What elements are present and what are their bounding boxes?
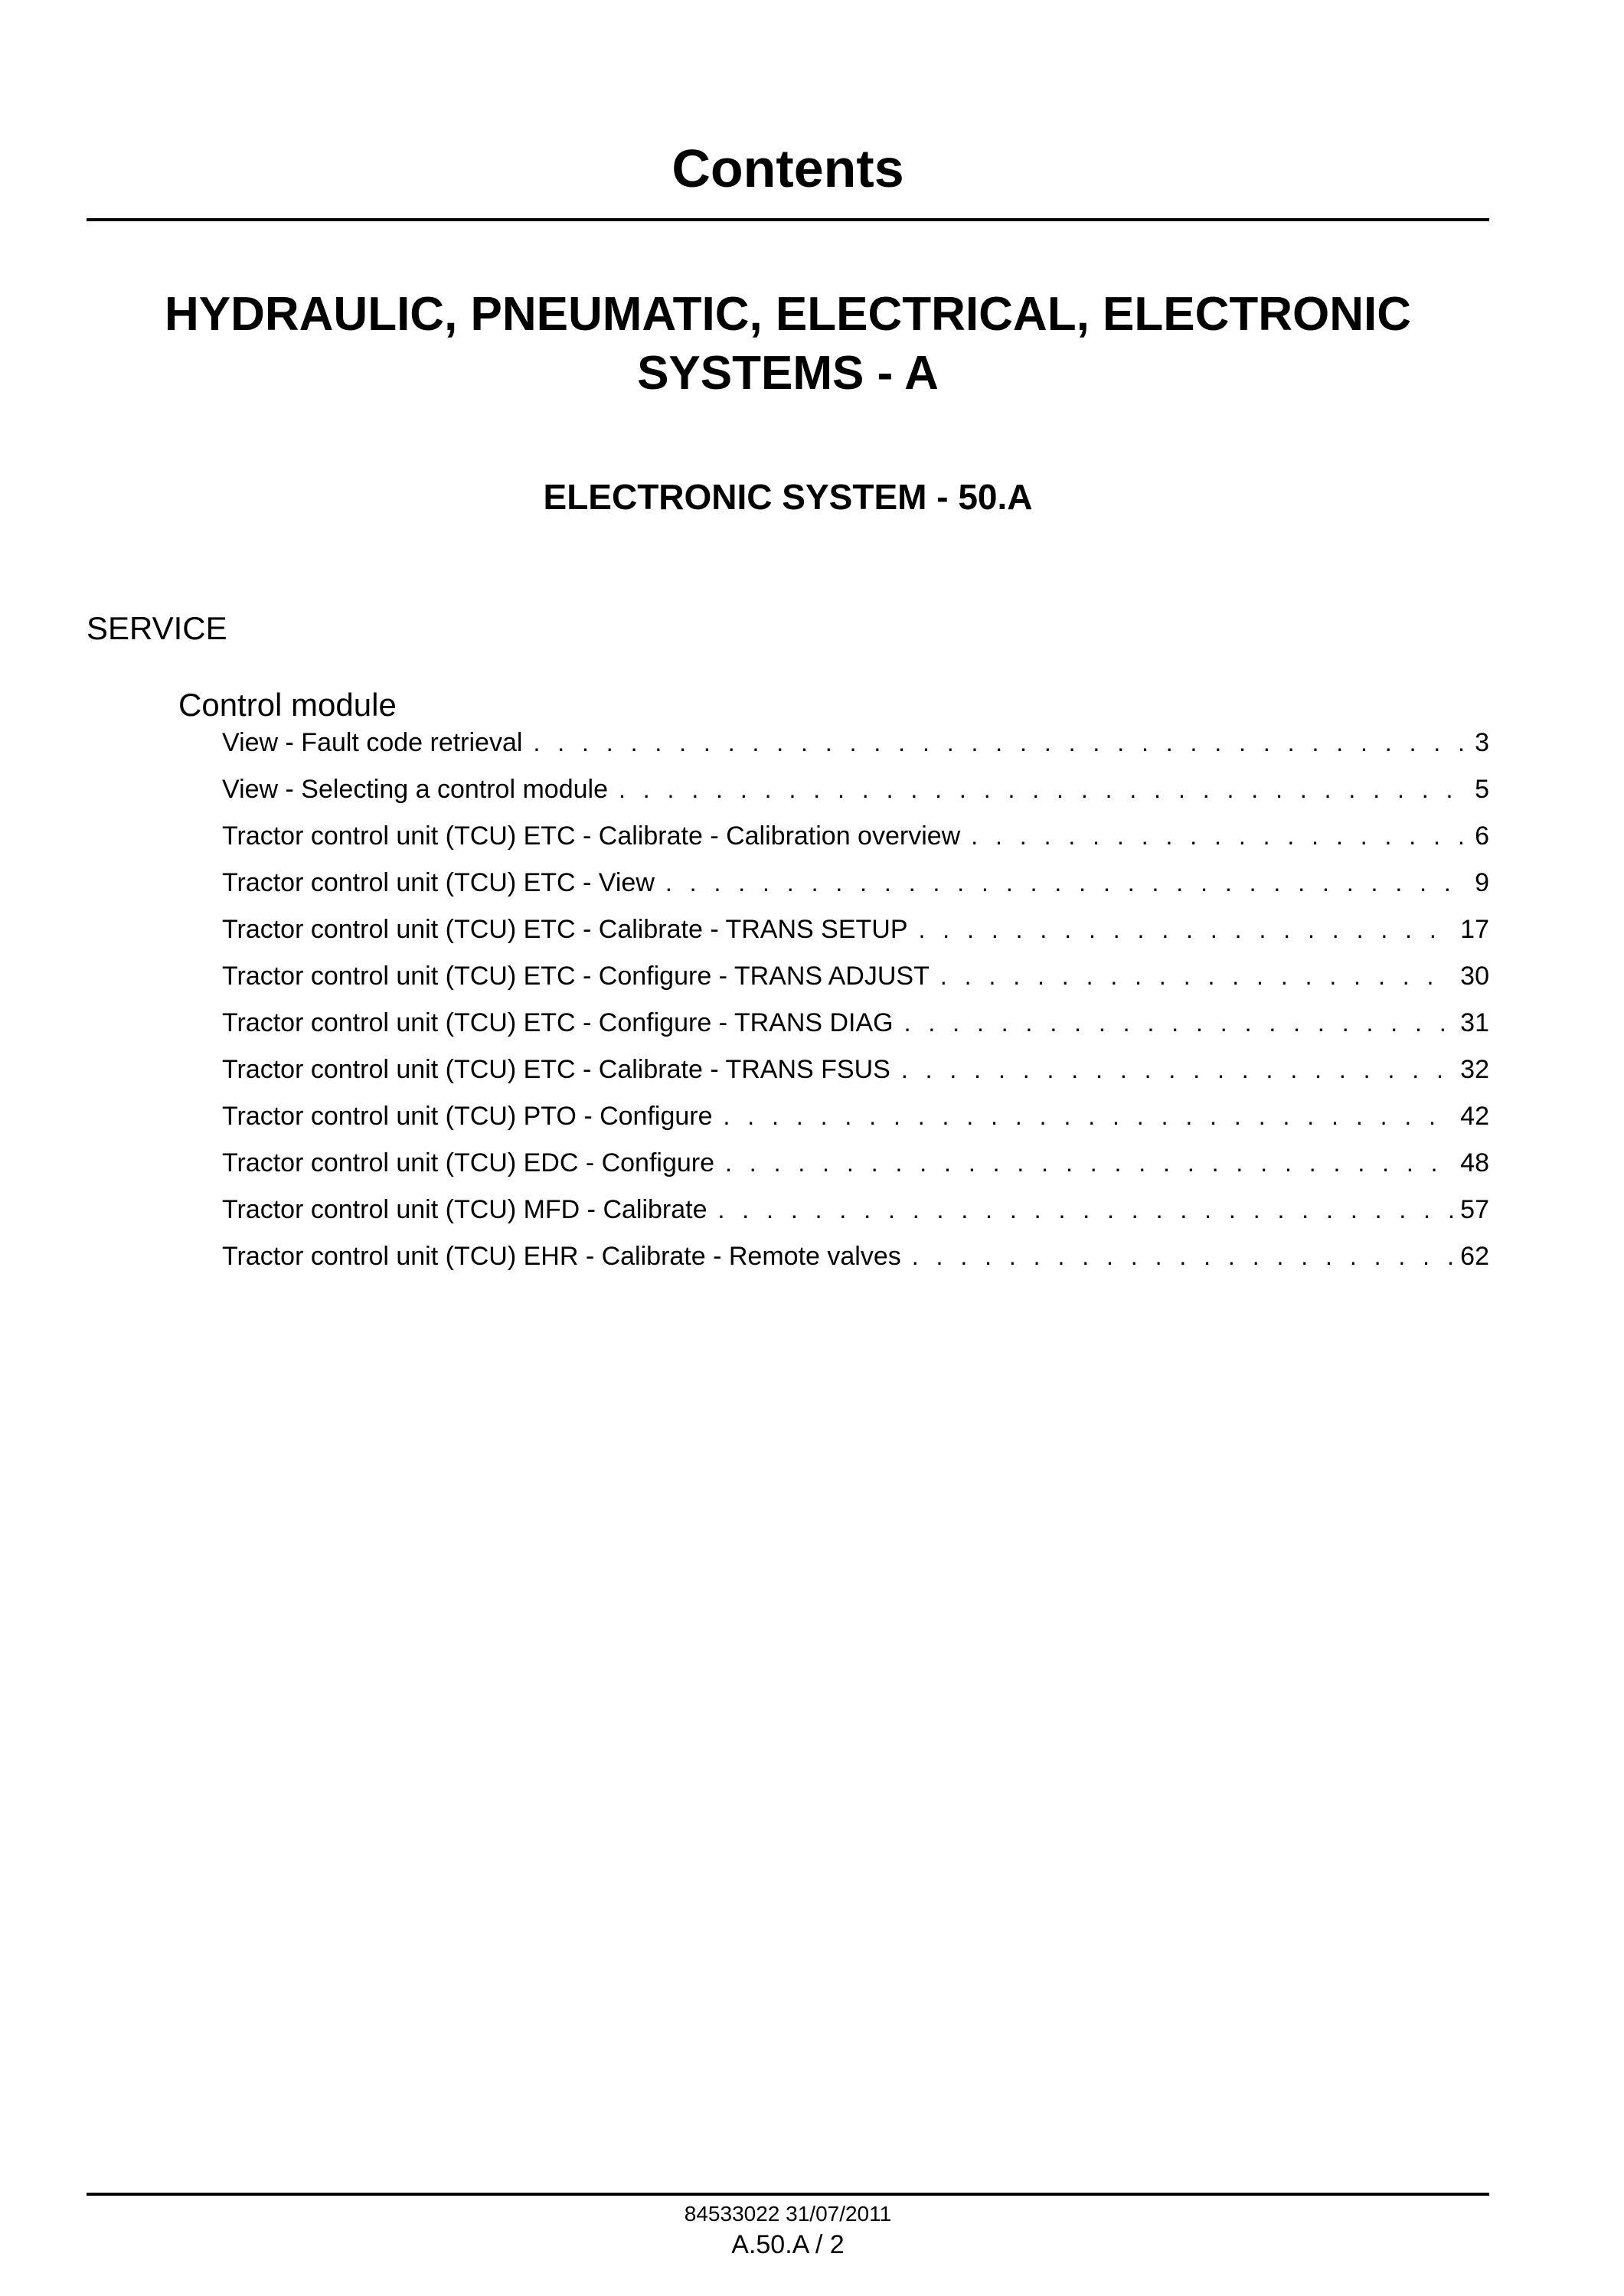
toc-entry-page: 5 — [1475, 775, 1489, 804]
toc-entry-label: Tractor control unit (TCU) ETC - Configure - TRANS DIAG — [222, 1008, 894, 1037]
toc-entry-page: 17 — [1460, 915, 1489, 944]
toc-entry-page: 48 — [1460, 1148, 1489, 1177]
footer-page-reference: A.50.A / 2 — [731, 2230, 845, 2259]
footer-document-reference: 84533022 31/07/2011 — [684, 2202, 892, 2226]
toc-entry-label: View - Fault code retrieval — [222, 728, 523, 757]
page-title: Contents — [671, 139, 904, 198]
toc-leader-dots — [725, 1140, 1452, 1187]
chapter-heading-line-1: HYDRAULIC, PNEUMATIC, ELECTRICAL, ELECTRONIC — [164, 288, 1412, 341]
toc-leader-dots — [724, 1093, 1453, 1140]
toc-entry[interactable] — [222, 1140, 1489, 1187]
toc-entry[interactable] — [222, 860, 1489, 906]
toc-entry-label: Tractor control unit (TCU) ETC - View — [222, 868, 655, 897]
header-rule — [87, 218, 1489, 221]
group-heading: Control module — [178, 687, 397, 723]
toc-leader-dots — [904, 1000, 1453, 1047]
toc-leader-dots — [901, 1047, 1452, 1093]
toc-entry-page: 57 — [1460, 1195, 1489, 1224]
toc-leader-dots — [533, 720, 1467, 766]
toc-entry[interactable] — [222, 720, 1489, 766]
toc-entry-page: 32 — [1460, 1055, 1489, 1084]
toc-entry-page: 31 — [1460, 1008, 1489, 1037]
toc-leader-dots — [940, 953, 1452, 1000]
toc-entry[interactable] — [222, 906, 1489, 953]
toc-entry-label: Tractor control unit (TCU) MFD - Calibrate — [222, 1195, 707, 1224]
toc-entry-label: Tractor control unit (TCU) ETC - Calibrate - Calibration overview — [222, 821, 961, 851]
toc-entry-label: View - Selecting a control module — [222, 775, 608, 804]
chapter-heading-line-2: SYSTEMS - A — [637, 347, 939, 400]
toc-entry-label: Tractor control unit (TCU) ETC - Configure - TRANS ADJUST — [222, 962, 930, 991]
toc-entry-page: 62 — [1460, 1242, 1489, 1271]
toc-entry[interactable] — [222, 1000, 1489, 1047]
service-subheading: SERVICE — [87, 610, 227, 646]
toc-entry-label: Tractor control unit (TCU) EDC - Configure — [222, 1148, 715, 1177]
toc-entry[interactable] — [222, 1047, 1489, 1093]
toc-entry[interactable] — [222, 1093, 1489, 1140]
chapter-heading — [87, 285, 1489, 403]
toc-entry[interactable] — [222, 813, 1489, 860]
toc-entry-label: Tractor control unit (TCU) EHR - Calibrate - Remote valves — [222, 1242, 901, 1271]
toc-entry[interactable] — [222, 1233, 1489, 1280]
footer-rule — [87, 2193, 1489, 2196]
toc-entry-label: Tractor control unit (TCU) PTO - Configure — [222, 1102, 713, 1131]
toc-entry[interactable] — [222, 1187, 1489, 1233]
section-heading: ELECTRONIC SYSTEM - 50.A — [543, 477, 1033, 517]
toc-leader-dots — [912, 1233, 1452, 1280]
toc-leader-dots — [665, 860, 1467, 906]
toc-leader-dots — [919, 906, 1453, 953]
toc-leader-dots — [718, 1187, 1453, 1233]
toc-leader-dots — [619, 766, 1467, 813]
toc-entry-page: 9 — [1475, 868, 1489, 897]
toc-entry-label: Tractor control unit (TCU) ETC - Calibrate - TRANS FSUS — [222, 1055, 890, 1084]
toc-entry-page: 6 — [1475, 821, 1489, 851]
toc-entry-page: 3 — [1475, 728, 1489, 757]
table-of-contents — [222, 720, 1489, 1280]
toc-entry[interactable] — [222, 953, 1489, 1000]
toc-entry-page: 30 — [1460, 962, 1489, 991]
toc-entry-label: Tractor control unit (TCU) ETC - Calibrate - TRANS SETUP — [222, 915, 908, 944]
toc-entry[interactable] — [222, 766, 1489, 813]
toc-entry-page: 42 — [1460, 1102, 1489, 1131]
toc-leader-dots — [971, 813, 1467, 860]
